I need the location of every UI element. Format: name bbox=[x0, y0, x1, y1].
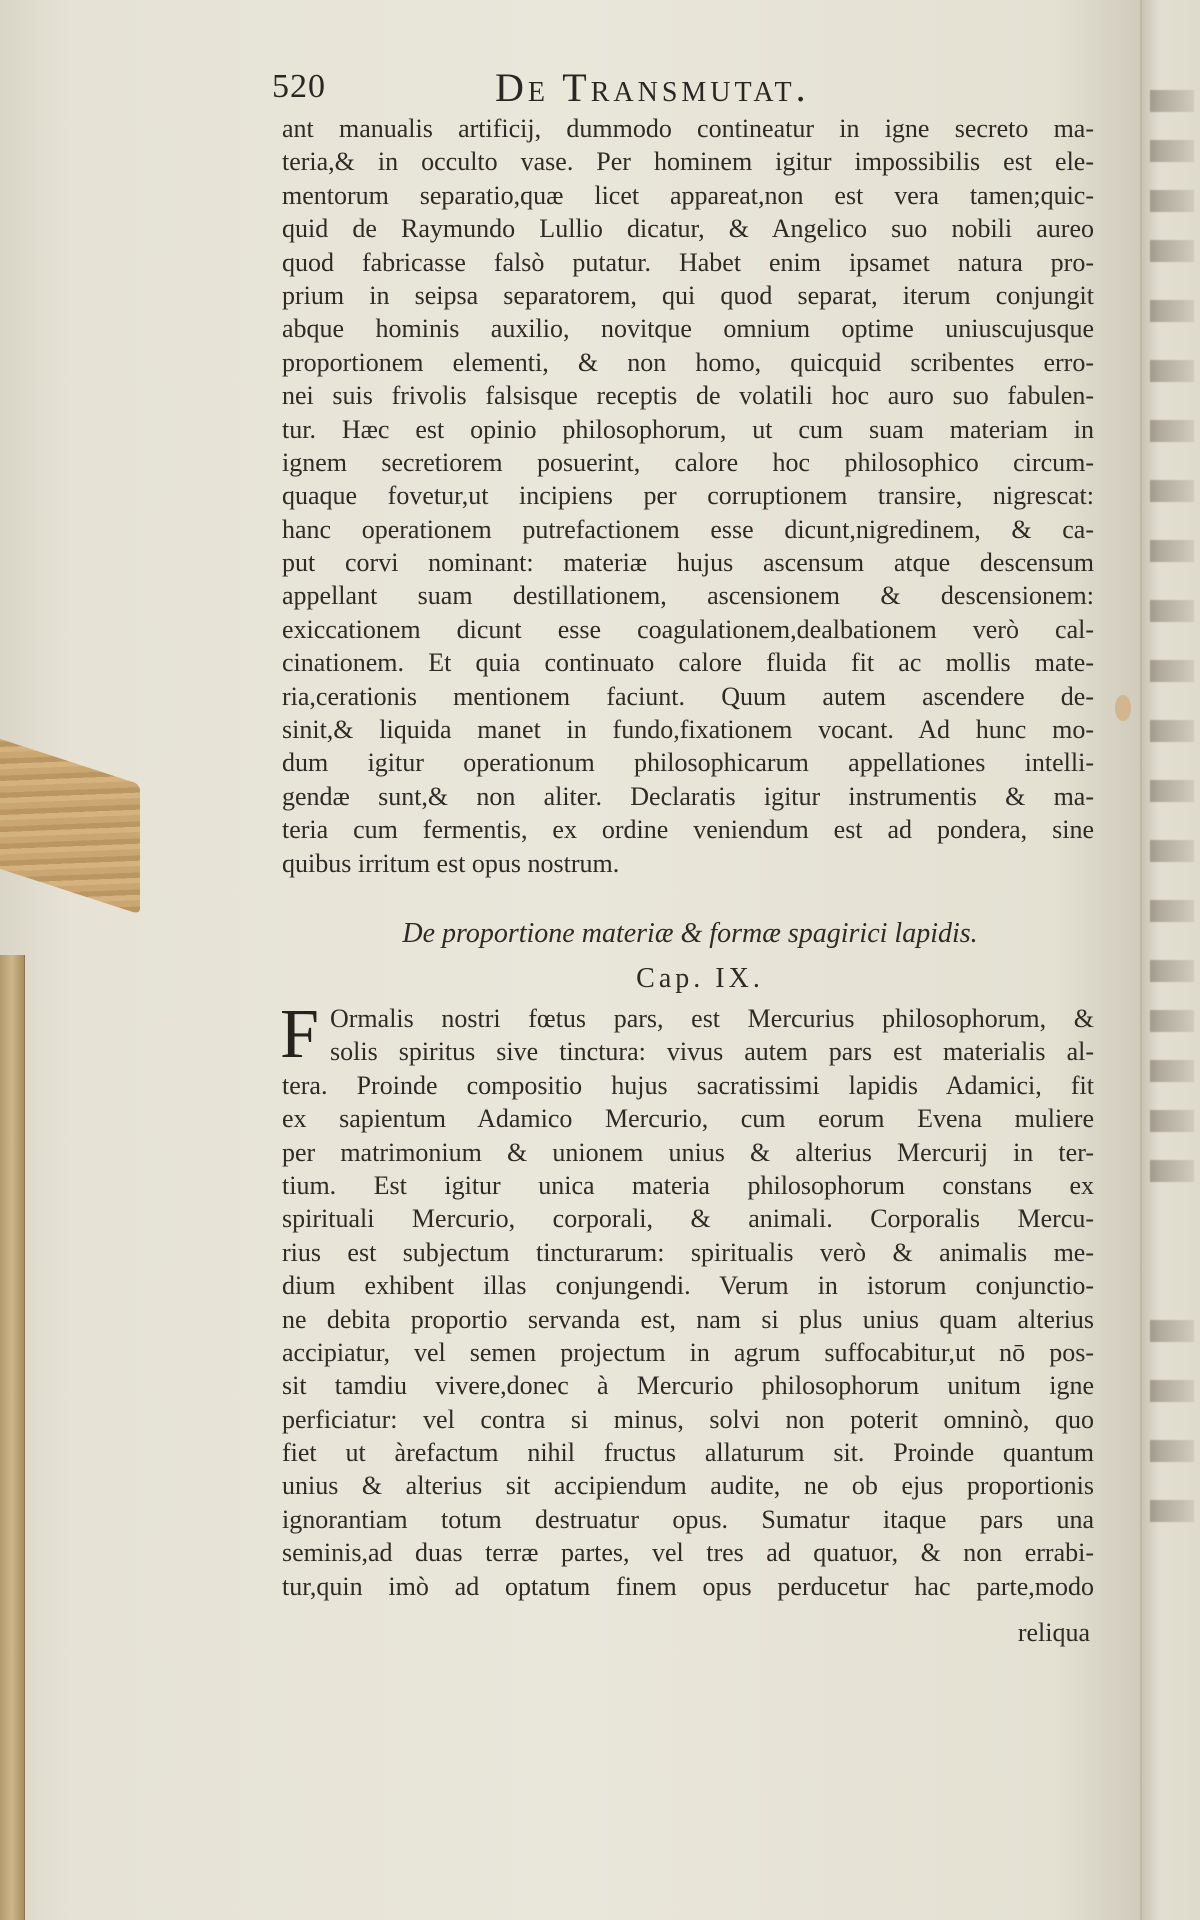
text-line: rius est subjectum tincturarum: spiritualis verò & animalis me- bbox=[282, 1237, 1094, 1267]
text-line: quid de Raymundo Lullio dicatur, & Angelico suo nobili aureo bbox=[282, 214, 1094, 244]
text-line: hanc operationem putrefactionem esse dicunt,nigredinem, & ca- bbox=[282, 514, 1094, 544]
text-line: accipiatur, vel semen projectum in agrum suffocabitur,ut nō pos- bbox=[282, 1337, 1094, 1367]
text-line: quod fabricasse falsò putatur. Habet enim ipsamet natura pro- bbox=[282, 247, 1094, 277]
bleed-through-mark bbox=[1150, 780, 1194, 802]
page-number: 520 bbox=[272, 68, 326, 105]
text-line: sinit,& liquida manet in fundo,fixationem vocant. Ad hunc mo- bbox=[282, 715, 1094, 745]
text-line: exiccationem dicunt esse coagulationem,dealbationem verò cal- bbox=[282, 614, 1094, 644]
text-line: prium in seipsa separatorem, qui quod separat, iterum conjungit bbox=[282, 280, 1094, 310]
bleed-through-mark bbox=[1150, 1010, 1194, 1032]
text-line: ant manualis artificij, dummodo contineatur in igne secreto ma- bbox=[282, 114, 1094, 143]
bleed-through-mark bbox=[1150, 1160, 1194, 1182]
bleed-through-mark bbox=[1150, 900, 1194, 922]
paper-stain bbox=[1115, 695, 1131, 721]
text-line: put corvi nominant: materiæ hujus ascensum atque descensum bbox=[282, 548, 1094, 578]
text-line: dium exhibent illas conjungendi. Verum in istorum conjunctio- bbox=[282, 1271, 1094, 1301]
bleed-through-mark bbox=[1150, 720, 1194, 742]
text-line: ignem secretiorem posuerint, calore hoc philosophico circum- bbox=[282, 447, 1094, 477]
text-line: ex sapientum Adamico Mercurio, cum eorum Evena muliere bbox=[282, 1104, 1094, 1134]
bleed-through-mark bbox=[1150, 140, 1194, 162]
text-line: gendæ sunt,& non aliter. Declaratis igitur instrumentis & ma- bbox=[282, 781, 1094, 811]
text-line: seminis,ad duas terræ partes, vel tres ad quatuor, & non errabi- bbox=[282, 1538, 1094, 1568]
text-line: teria,& in occulto vase. Per hominem igitur impossibilis est ele- bbox=[282, 147, 1094, 177]
chapter-heading: De proportione materiæ & formæ spagirici lapidis. bbox=[402, 918, 978, 949]
text-line: fiet ut àrefactum nihil fructus allaturum sit. Proinde quantum bbox=[282, 1438, 1094, 1468]
wooden-bookmark bbox=[0, 736, 140, 915]
text-line: ignorantiam totum destruatur opus. Sumatur itaque pars una bbox=[282, 1504, 1094, 1534]
page-header bbox=[270, 62, 1090, 112]
text-line: cinationem. Et quia continuato calore fluida fit ac mollis mate- bbox=[282, 648, 1094, 678]
text-line: tur. Hæc est opinio philosophorum, ut cum suam materiam in bbox=[282, 414, 1094, 444]
text-line: mentorum separatio,quæ licet appareat,non est vera tamen;quic- bbox=[282, 180, 1094, 210]
bleed-through-mark bbox=[1150, 190, 1194, 212]
bleed-through-mark bbox=[1150, 90, 1194, 112]
text-line: sit tamdiu vivere,donec à Mercurio philosophorum unitum igne bbox=[282, 1371, 1094, 1401]
text-line: Ormalis nostri fœtus pars, est Mercurius philosophorum, & bbox=[330, 1004, 1094, 1033]
text-line: proportionem elementi, & non homo, quicquid scribentes erro- bbox=[282, 347, 1094, 377]
bleed-through-mark bbox=[1150, 360, 1194, 382]
bleed-through-mark bbox=[1150, 540, 1194, 562]
drop-cap: F bbox=[280, 996, 319, 1073]
text-line: per matrimonium & unionem unius & alterius Mercurij in ter- bbox=[282, 1137, 1094, 1167]
bleed-through-mark bbox=[1150, 960, 1194, 982]
text-line: dum igitur operationum philosophicarum appellationes intelli- bbox=[282, 748, 1094, 778]
catchword: reliqua bbox=[1017, 1618, 1090, 1647]
text-line: quibus irritum est opus nostrum. bbox=[282, 848, 620, 878]
text-line: ria,cerationis mentionem faciunt. Quum autem ascendere de- bbox=[282, 681, 1094, 711]
bleed-through-mark bbox=[1150, 660, 1194, 682]
running-title: De Transmutat. bbox=[495, 65, 810, 110]
binding-strip bbox=[0, 955, 25, 1920]
text-line: appellant suam destillationem, ascensionem & descensionem: bbox=[282, 581, 1094, 611]
bleed-through-mark bbox=[1150, 1320, 1194, 1342]
text-line: teria cum fermentis, ex ordine veniendum est ad pondera, sine bbox=[282, 815, 1094, 845]
bleed-through-mark bbox=[1150, 1110, 1194, 1132]
chapter-text bbox=[280, 996, 1094, 1603]
bleed-through-mark bbox=[1150, 480, 1194, 502]
text-line: tur,quin imò ad optatum finem opus perducetur hac parte,modo bbox=[282, 1571, 1094, 1601]
text-line: perficiatur: vel contra si minus, solvi non poterit omninò, quo bbox=[282, 1404, 1094, 1434]
text-line: nei suis frivolis falsisque receptis de volatili hoc auro suo fabulen- bbox=[282, 381, 1094, 411]
bleed-through-mark bbox=[1150, 840, 1194, 862]
text-line: quaque fovetur,ut incipiens per corruptionem transire, nigrescat: bbox=[282, 481, 1094, 511]
bleed-through-mark bbox=[1150, 420, 1194, 442]
body-text bbox=[282, 112, 1094, 880]
bleed-through-mark bbox=[1150, 1500, 1194, 1522]
bleed-through-mark bbox=[1150, 1440, 1194, 1462]
bleed-through-mark bbox=[1150, 1060, 1194, 1082]
text-line: tera. Proinde compositio hujus sacratissimi lapidis Adamici, fit bbox=[282, 1070, 1094, 1100]
bleed-through-mark bbox=[1150, 1380, 1194, 1402]
text-line: tium. Est igitur unica materia philosophorum constans ex bbox=[282, 1170, 1094, 1200]
chapter-number: Cap. IX. bbox=[636, 963, 764, 994]
bleed-through-mark bbox=[1150, 240, 1194, 262]
text-line: abque hominis auxilio, novitque omnium optime uniuscujusque bbox=[282, 314, 1094, 344]
text-line: unius & alterius sit accipiendum audite, ne ob ejus proportionis bbox=[282, 1471, 1094, 1501]
text-line: solis spiritus sive tinctura: vivus autem pars est materialis al- bbox=[330, 1037, 1094, 1067]
text-line: ne debita proportio servanda est, nam si plus unius quam alterius bbox=[282, 1304, 1094, 1334]
bleed-through-mark bbox=[1150, 300, 1194, 322]
text-line: spirituali Mercurio, corporali, & animali. Corporalis Mercu- bbox=[282, 1204, 1094, 1234]
bleed-through-mark bbox=[1150, 600, 1194, 622]
